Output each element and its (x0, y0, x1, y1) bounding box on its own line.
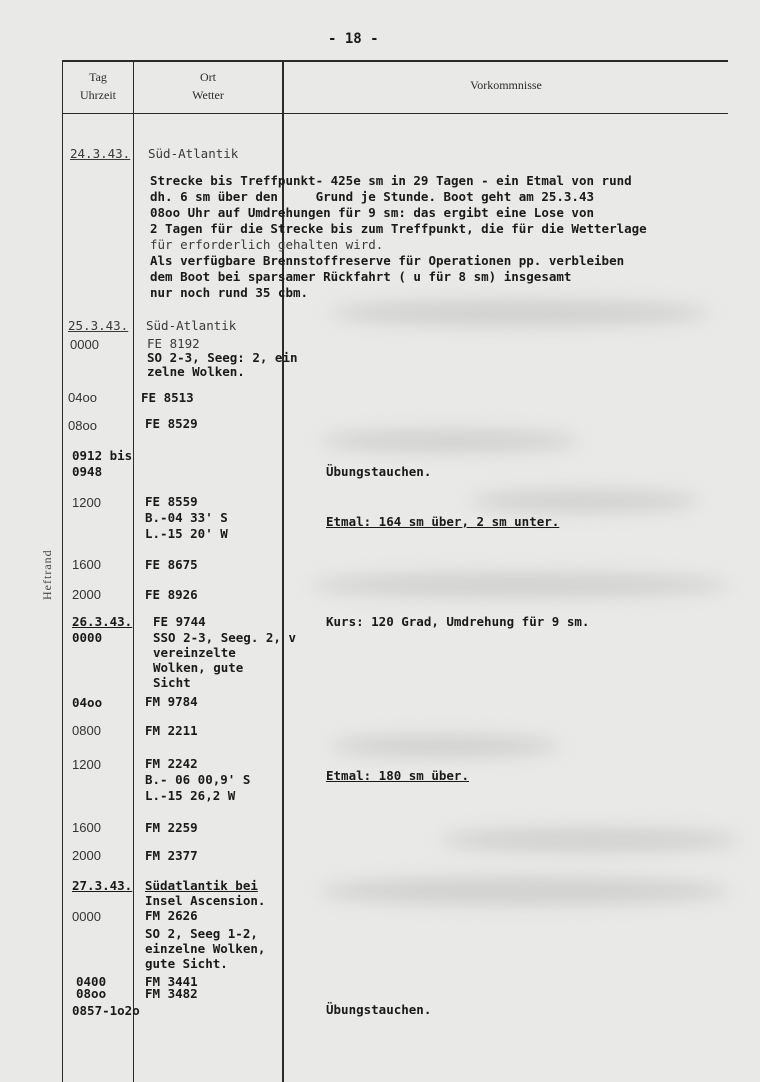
weather-text: gute Sicht. (145, 956, 228, 971)
log-time: 0857-1o2o (72, 1003, 140, 1018)
grid-square: FE 8675 (145, 557, 198, 572)
entry-location: Insel Ascension. (145, 893, 266, 908)
log-time: 1600 (72, 557, 101, 572)
log-time: 04oo (72, 695, 103, 710)
smudge (470, 490, 700, 512)
smudge (440, 828, 740, 852)
narrative-line: nur noch rund 35 cbm. (150, 285, 309, 300)
entry-location: Süd-Atlantik (148, 146, 239, 161)
entry-location: Südatlantik bei (145, 878, 258, 893)
grid-square: FE 8559 (145, 494, 198, 509)
log-time: 08oo (68, 418, 97, 433)
grid-square: FE 8926 (145, 587, 198, 602)
entry-location: Süd-Atlantik (146, 318, 237, 333)
grid-square: FE 9744 (153, 614, 206, 629)
grid-square: FM 3482 (145, 986, 198, 1001)
grid-square: FM 3441 (145, 974, 198, 989)
narrative-line: für erforderlich gehalten wird. (150, 237, 384, 252)
log-time: 0000 (72, 909, 101, 924)
grid-square: FE 8529 (145, 416, 198, 431)
grid-square: FE 8192 (147, 336, 200, 351)
log-time: 0912 bis (72, 448, 133, 463)
grid-square: FM 9784 (145, 694, 198, 709)
log-time: 1200 (72, 495, 101, 510)
narrative-line: Als verfügbare Brennstoffreserve für Operationen pp. verbleiben (150, 253, 625, 268)
weather-text: einzelne Wolken, (145, 941, 266, 956)
col-header-place-line1: Ort (200, 70, 216, 84)
weather-text: SO 2, Seeg 1-2, (145, 926, 258, 941)
event-text: Übungstauchen. (326, 464, 432, 479)
weather-text: Wolken, gute (153, 660, 244, 675)
log-time: 0800 (72, 723, 101, 738)
smudge (310, 573, 730, 597)
position-latitude: B.-04 33' S (145, 510, 228, 525)
log-time: 0000 (72, 630, 103, 645)
grid-square: FM 2211 (145, 723, 198, 738)
narrative-line: 08oo Uhr auf Umdrehungen für 9 sm: das ergibt eine Lose von (150, 205, 595, 220)
log-time: 1600 (72, 820, 101, 835)
weather-text: vereinzelte (153, 645, 236, 660)
grid-square: FM 2242 (145, 756, 198, 771)
position-longitude: L.-15 20' W (145, 526, 228, 541)
log-time: 0400 (76, 974, 107, 989)
col-header-place-line2: Wetter (192, 88, 224, 102)
weather-text: Sicht (153, 675, 191, 690)
smudge (330, 300, 710, 326)
log-time: 04oo (68, 390, 97, 405)
smudge (320, 877, 730, 905)
header-rule (62, 113, 728, 114)
narrative-line: 2 Tagen für die Strecke bis zum Treffpunkt, die für die Wetterlage (150, 221, 647, 236)
narrative-line: dh. 6 sm über den Grund je Stunde. Boot geht am 25.3.43 (150, 189, 595, 204)
event-text: Kurs: 120 Grad, Umdrehung für 9 sm. (326, 614, 590, 629)
col-header-day (63, 68, 133, 104)
table-top-rule (62, 60, 728, 62)
weather-text: SO 2-3, Seeg: 2, ein (147, 350, 298, 365)
grid-square: FM 2259 (145, 820, 198, 835)
log-time: 0948 (72, 464, 103, 479)
col-header-place (134, 68, 282, 104)
event-text: Etmal: 180 sm über. (326, 768, 469, 783)
entry-date: 25.3.43. (68, 318, 129, 333)
smudge (330, 735, 560, 757)
position-longitude: L.-15 26,2 W (145, 788, 236, 803)
weather-text: SSO 2-3, Seeg. 2, v (153, 630, 296, 645)
position-latitude: B.- 06 00,9' S (145, 772, 251, 787)
entry-date: 26.3.43. (72, 614, 133, 629)
col-header-day-line2: Uhrzeit (80, 88, 116, 102)
event-text: Etmal: 164 sm über, 2 sm unter. (326, 514, 560, 529)
col-header-day-line1: Tag (89, 70, 107, 84)
log-time: 1200 (72, 757, 101, 772)
log-time: 2000 (72, 848, 101, 863)
grid-square: FM 2377 (145, 848, 198, 863)
col-header-events: Vorkommnisse (470, 78, 542, 92)
left-rule (62, 60, 63, 1082)
log-time: 2000 (72, 587, 101, 602)
narrative-line: dem Boot bei sparsamer Rückfahrt ( u für 8 sm) insgesamt (150, 269, 572, 284)
side-margin-label: Heftrand (40, 549, 54, 600)
col1-rule (133, 60, 134, 1082)
log-time: 0000 (70, 337, 99, 352)
grid-square: FM 2626 (145, 908, 198, 923)
grid-square: FE 8513 (141, 390, 194, 405)
entry-date: 24.3.43. (70, 146, 131, 161)
narrative-line: Strecke bis Treffpunkt- 425e sm in 29 Tagen - ein Etmal von rund (150, 173, 632, 188)
weather-text: zelne Wolken. (147, 364, 245, 379)
log-time: 08oo (76, 986, 107, 1001)
page-number: - 18 - (328, 31, 379, 47)
entry-date: 27.3.43. (72, 878, 133, 893)
event-text: Übungstauchen. (326, 1002, 432, 1017)
smudge (320, 430, 580, 452)
